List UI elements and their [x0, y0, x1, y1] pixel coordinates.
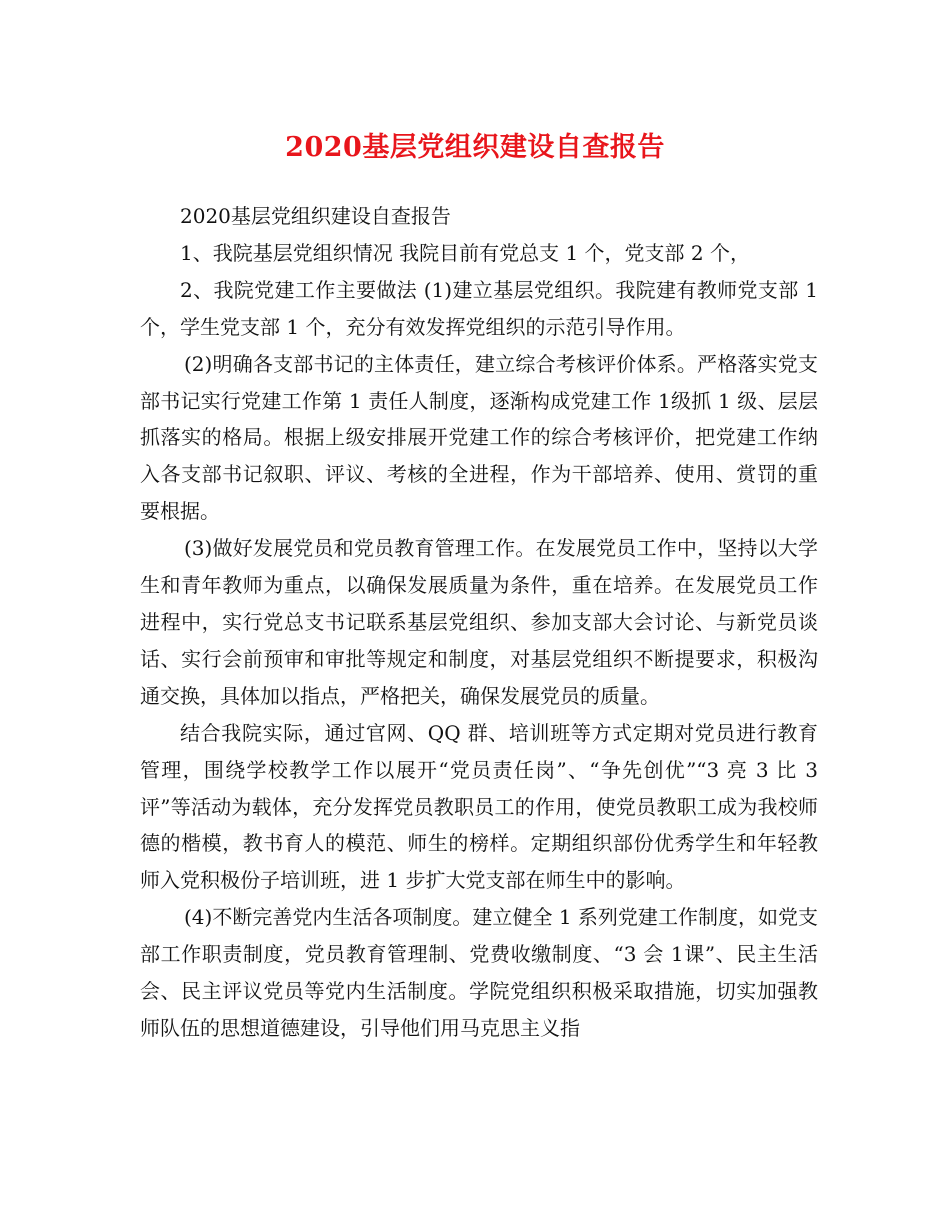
- document-body: [140, 198, 818, 1047]
- paragraph-5: 结合我院实际，通过官网、QQ 群、培训班等方式定期对党员进行教育管理，围绕学校教学工作以展开“党员责任岗”、“争先创优”“3 亮 3 比 3 评”等活动为载体，充分发挥党员教职员工的作用，使党员教职工成为我校师德的楷模，教书育人的模范、师生的榜样。定期组织部份优秀学生和年轻教师入党积极份子培训班，进 1 步扩大党支部在师生中的影响。: [140, 720, 818, 893]
- paragraph-4: (3)做好发展党员和党员教育管理工作。在发展党员工作中，坚持以大学生和青年教师为重点，以确保发展质量为条件，重在培养。在发展党员工作进程中，实行党总支书记联系基层党组织、参加支部大会讨论、与新党员谈话、实行会前预审和审批等规定和制度，对基层党组织不断提要求，积极沟通交换，具体加以指点，严格把关，确保发展党员的质量。: [140, 536, 818, 708]
- paragraph-1: 1、我院基层党组织情况 我院目前有党总支 1 个，党支部 2 个，: [180, 240, 750, 265]
- paragraph-heading-repeat: 2020基层党组织建设自查报告: [180, 204, 451, 228]
- document-title: 2020基层党组织建设自查报告: [285, 132, 665, 163]
- paragraph-3: (2)明确各支部书记的主体责任，建立综合考核评价体系。严格落实党支部书记实行党建工作第 1 责任人制度，逐渐构成党建工作 1级抓 1 级、层层抓落实的格局。根据上级安排展开党建工作的综合考核评价，把党建工作纳入各支部书记叙职、评议、考核的全进程，作为干部培养、使用、赏罚的重要根据。: [140, 351, 818, 524]
- paragraph-2: 2、我院党建工作主要做法 (1)建立基层党组织。我院建有教师党支部 1 个，学生党支部 1 个，充分有效发挥党组织的示范引导作用。: [140, 277, 818, 339]
- paragraph-6: (4)不断完善党内生活各项制度。建立健全 1 系列党建工作制度，如党支部工作职责制度，党员教育管理制、党费收缴制度、“3 会 1课”、民主生活会、民主评议党员等党内生活制度。学院党组织积极采取措施，切实加强教师队伍的思想道德建设，引导他们用马克思主义指: [140, 905, 818, 1040]
